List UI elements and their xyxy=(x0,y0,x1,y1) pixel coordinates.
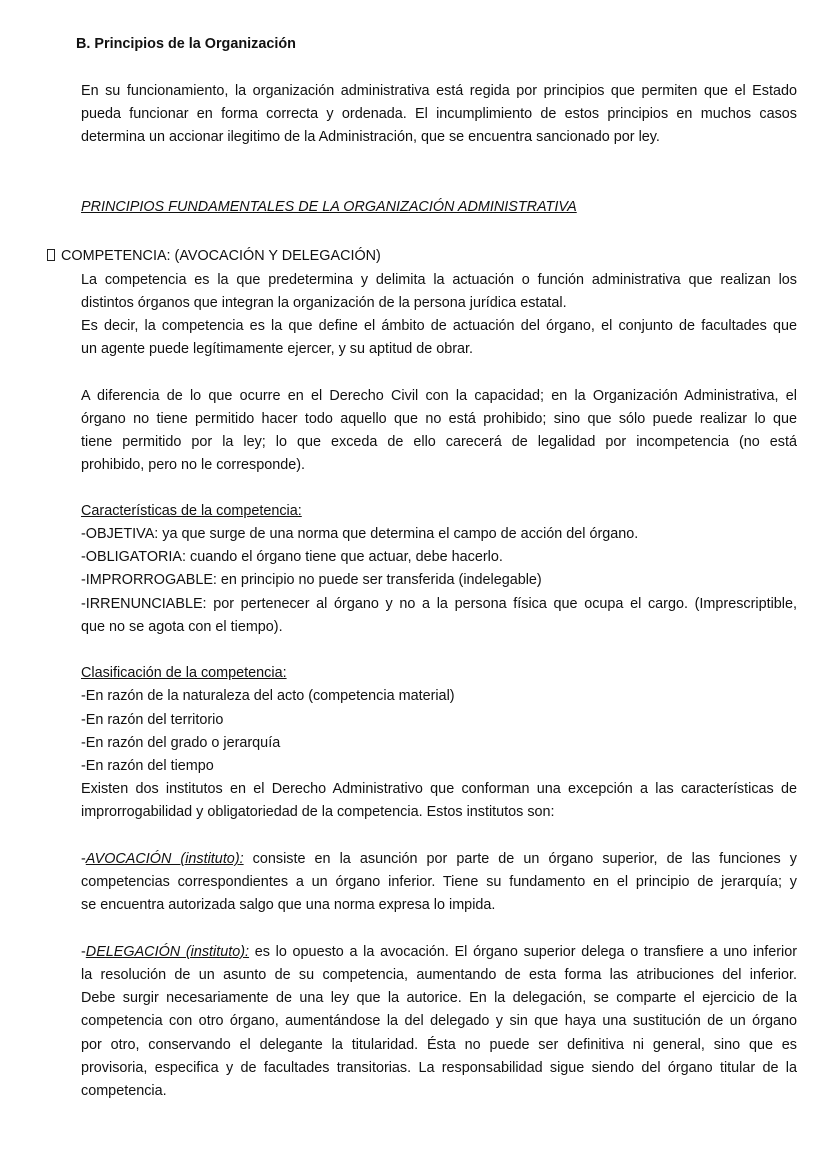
diferencia-line: tiene permitido por la ley; lo que exceda de ello carecerá de legalidad por incompetencia (no está xyxy=(81,434,797,450)
delegacion-term: DELEGACIÓN (instituto): xyxy=(85,944,250,960)
delegacion-line: por otro, conservando el delegante la titularidad. Ésta no puede ser definitiva ni general, sino que es xyxy=(81,1037,797,1053)
clasificacion-item: -En razón del territorio xyxy=(81,712,224,728)
delegacion-line: competencia con otro órgano, aumentándose la del delegado y sin que haya una sustitución de un órgano xyxy=(81,1013,797,1029)
caracteristica-item: -IMPRORROGABLE: en principio no puede ser transferida (indelegable) xyxy=(81,572,542,588)
avocacion-line: se encuentra autorizada salgo que una norma expresa lo impida. xyxy=(81,897,496,913)
diferencia-line: prohibido, pero no le corresponde). xyxy=(81,457,305,473)
institutos-intro-line: improrrogabilidad y obligatoriedad de la competencia. Estos institutos son: xyxy=(81,804,555,820)
avocacion-line: competencias correspondientes a un órgano inferior. Tiene su fundamento en el principio de jerarquía; y xyxy=(81,874,797,890)
delegacion-line: la resolución de un asunto de su competencia, aumentando de esta forma las atribuciones del inferior. xyxy=(81,967,797,983)
delegacion-line xyxy=(81,941,797,963)
competencia-def-line: un agente puede legítimamente ejercer, y su aptitud de obrar. xyxy=(81,341,474,357)
delegacion-line: Debe surgir necesariamente de una ley que la autorice. En la delegación, se comparte el ejercicio de la xyxy=(81,990,797,1006)
avocacion-term: AVOCACIÓN (instituto): xyxy=(85,851,244,867)
clasificacion-item: -En razón del tiempo xyxy=(81,758,214,774)
caracteristicas-title: Características de la competencia: xyxy=(81,503,302,519)
section-heading: B. Principios de la Organización xyxy=(76,36,296,52)
intro-line: determina un accionar ilegitimo de la Administración, que se encuentra sancionado por ley. xyxy=(81,129,660,145)
intro-line: pueda funcionar en forma correcta y ordenada. El incumplimiento de estos principios en muchos casos xyxy=(81,106,797,122)
institutos-intro-line: Existen dos institutos en el Derecho Administrativo que conforman una excepción a las características de xyxy=(81,781,797,797)
avocacion-line xyxy=(81,848,797,870)
clasificacion-item: -En razón del grado o jerarquía xyxy=(81,735,281,751)
delegacion-line: provisoria, especifica y de facultades transitorias. La responsabilidad sigue siendo del órgano titular de la xyxy=(81,1060,797,1076)
caracteristica-item: -OBLIGATORIA: cuando el órgano tiene que actuar, debe hacerlo. xyxy=(81,549,503,565)
competencia-heading-row xyxy=(47,245,381,267)
competencia-def-line: distintos órganos que integran la organización de la persona jurídica estatal. xyxy=(81,295,567,311)
principles-title: PRINCIPIOS FUNDAMENTALES DE LA ORGANIZACIÓN ADMINISTRATIVA xyxy=(81,199,577,215)
delegacion-text: es lo opuesto a la avocación. El órgano superior delega o transfiere a uno inferior xyxy=(249,944,797,960)
caracteristica-item: -OBJETIVA: ya que surge de una norma que determina el campo de acción del órgano. xyxy=(81,526,639,542)
diferencia-line: A diferencia de lo que ocurre en el Derecho Civil con la capacidad; en la Organización Administrativa, el xyxy=(81,388,797,404)
avocacion-text: consiste en la asunción por parte de un órgano superior, de las funciones y xyxy=(243,851,797,867)
intro-line: En su funcionamiento, la organización administrativa está regida por principios que permiten que el Estado xyxy=(81,83,797,99)
caracteristica-item: que no se agota con el tiempo). xyxy=(81,619,283,635)
clasificacion-title: Clasificación de la competencia: xyxy=(81,665,287,681)
caracteristica-item: -IRRENUNCIABLE: por pertenecer al órgano y no a la persona física que ocupa el cargo. (Imprescriptible, xyxy=(81,596,797,612)
delegacion-dash: - xyxy=(81,944,86,960)
competencia-def-line: Es decir, la competencia es la que define el ámbito de actuación del órgano, el conjunto de facultades que xyxy=(81,318,797,334)
clasificacion-item: -En razón de la naturaleza del acto (competencia material) xyxy=(81,688,455,704)
delegacion-line: competencia. xyxy=(81,1083,167,1099)
diferencia-line: órgano no tiene permitido hacer todo aquello que no está prohibido; sino que sólo puede realizar lo que xyxy=(81,411,797,427)
competencia-heading: COMPETENCIA: (AVOCACIÓN Y DELEGACIÓN) xyxy=(61,248,381,264)
avocacion-dash: - xyxy=(81,851,86,867)
missing-glyph-bullet-icon xyxy=(47,249,55,261)
competencia-def-line: La competencia es la que predetermina y delimita la actuación o función administrativa que realizan los xyxy=(81,272,797,288)
